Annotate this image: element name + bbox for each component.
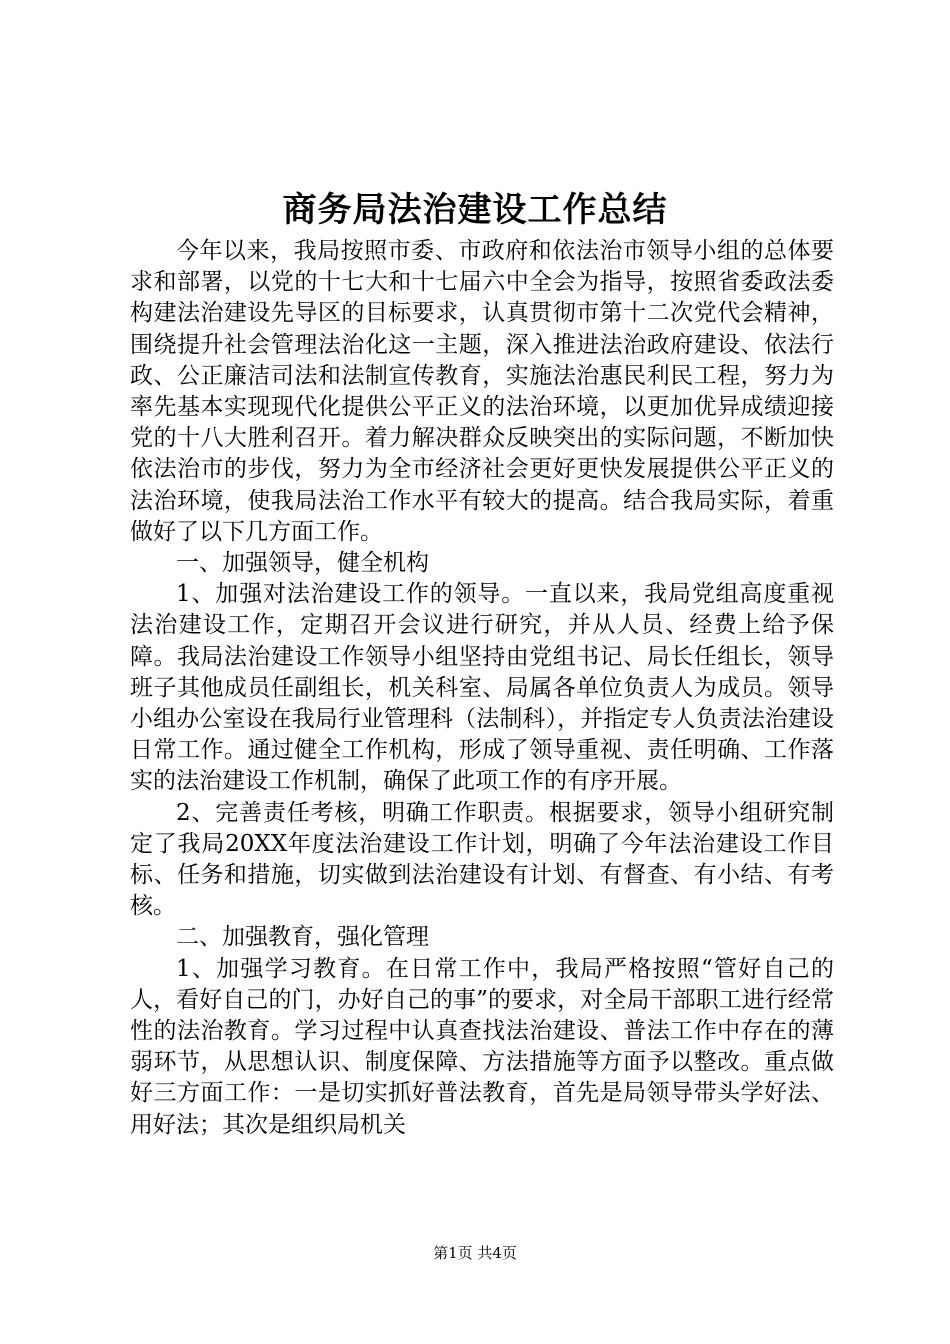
paragraph-1-2: 2、完善责任考核，明确工作职责。根据要求，领导小组研究制定了我局20XX年度法治建设工作计划，明确了今年法治建设工作目标、任务和措施，切实做到法治建设有计划、有督查、有小结、有考核。 [130,799,834,920]
document-title: 商务局法治建设工作总结 [282,190,668,230]
paragraph-1-1: 1、加强对法治建设工作的领导。一直以来，我局党组高度重视法治建设工作，定期召开会议进行研究，并从人员、经费上给予保障。我局法治建设工作领导小组坚持由党组书记、局长任组长，领导班子其他成员任副组长，机关科室、局属各单位负责人为成员。领导小组办公室设在我局行业管理科（法制科），并指定专人负责法治建设日常工作。通过健全工作机构，形成了领导重视、责任明确、工作落实的法治建设工作机制，确保了此项工作的有序开展。 [130,581,834,795]
document-body [130,236,834,1141]
section-heading-1: 一、加强领导，健全机构 [176,550,429,577]
page-number-footer: 第1页 共4页 [433,1244,517,1262]
section-heading-2: 二、加强教育，强化管理 [176,924,429,951]
paragraph-intro: 今年以来，我局按照市委、市政府和依法治市领导小组的总体要求和部署，以党的十七大和十七届六中全会为指导，按照省委政法委构建法治建设先导区的目标要求，认真贯彻市第十二次党代会精神，围绕提升社会管理法治化这一主题，深入推进法治政府建设、依法行政、公正廉洁司法和法制宣传教育，实施法治惠民利民工程，努力为率先基本实现现代化提供公平正义的法治环境，以更加优异成绩迎接党的十八大胜利召开。着力解决群众反映突出的实际问题，不断加快依法治市的步伐，努力为全市经济社会更好更快发展提供公平正义的法治环境，使我局法治工作水平有较大的提高。结合我局实际，着重做好了以下几方面工作。 [130,238,834,545]
paragraph-2-1: 1、加强学习教育。在日常工作中，我局严格按照“管好自己的人，看好自己的门，办好自己的事”的要求，对全局干部职工进行经常性的法治教育。学习过程中认真查找法治建设、普法工作中存在的薄弱环节，从思想认识、制度保障、方法措施等方面予以整改。重点做好三方面工作：一是切实抓好普法教育，首先是局领导带头学好法、用好法；其次是组织局机关 [130,955,834,1138]
